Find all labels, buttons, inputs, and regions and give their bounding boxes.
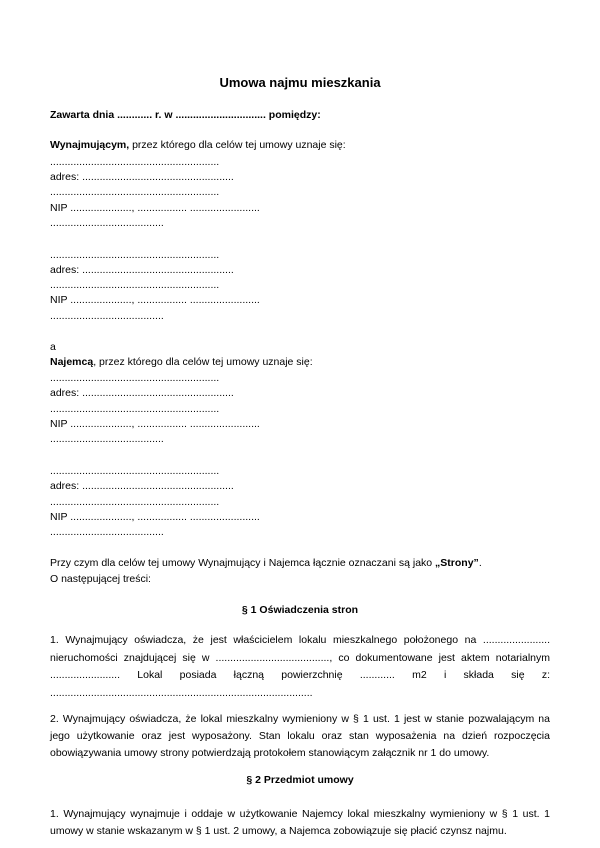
section-1-heading: § 1 Oświadczenia stron xyxy=(241,604,359,616)
parties-text: Przy czym dla celów tej umowy Wynajmujący i Najemca łącznie oznaczani są jako xyxy=(50,557,436,569)
tenant-2-extra-line: ....................................... xyxy=(50,526,164,538)
section-1-paragraph-1: 1. Wynajmujący oświadcza, że jest właścicielem lokalu mieszkalnego położonego na ....................... nieruchomości znajdującej się w ......................................., co dokumentowane jest aktem notarialnym ........................ Lokal posiada łączną powierzchnię ............ m2 i składa się z: .......................................................................................... xyxy=(50,634,550,699)
tenant-text: , przez którego dla celów tej umowy uznaje się: xyxy=(93,356,313,368)
tenant-2-address-line-2: .......................................................... xyxy=(50,496,220,508)
landlord-2-address-line-2: .......................................................... xyxy=(50,279,220,291)
parties-following: O następującej treści: xyxy=(50,573,151,585)
landlord-2-name-line: .......................................................... xyxy=(50,249,220,261)
parties-end: . xyxy=(478,557,482,569)
contract-intro: Zawarta dnia ............ r. w ............................... pomiędzy: xyxy=(50,109,321,121)
parties-definition xyxy=(50,557,482,570)
tenant-1-name-line: .......................................................... xyxy=(50,372,220,384)
landlord-label: Wynajmującym, xyxy=(50,139,130,151)
tenant-intro xyxy=(50,356,313,369)
document-title: Umowa najmu mieszkania xyxy=(219,75,381,90)
section-1-paragraph-2: 2. Wynajmujący oświadcza, że lokal mieszkalny wymieniony w § 1 ust. 1 jest w stanie pozwalającym na jego użytkowanie oraz jest wyposażony. Stan lokalu oraz stan wyposażenia na dzień rozpoczęcia obowiązywania umowy strony potwierdzają protokołem stanowiącym załącznik nr 1 do umowy. xyxy=(50,713,550,759)
landlord-1-address-line: adres: .................................................... xyxy=(50,171,234,183)
tenant-2-address-line: adres: .................................................... xyxy=(50,480,234,492)
landlord-2-nip-line: NIP ....................., ................. ........................ xyxy=(50,294,260,306)
parties-term: „Strony” xyxy=(435,557,479,569)
landlord-intro xyxy=(50,139,346,152)
landlord-text: przez którego dla celów tej umowy uznaje się: xyxy=(129,139,346,151)
tenant-2-nip-line: NIP ....................., ................. ........................ xyxy=(50,511,260,523)
conjunction: a xyxy=(50,341,56,353)
landlord-2-extra-line: ....................................... xyxy=(50,310,164,322)
landlord-1-extra-line: ....................................... xyxy=(50,217,164,229)
tenant-1-address-line: adres: .................................................... xyxy=(50,387,234,399)
landlord-1-name-line: .......................................................... xyxy=(50,156,220,168)
tenant-1-extra-line: ....................................... xyxy=(50,433,164,445)
tenant-1-address-line-2: .......................................................... xyxy=(50,403,220,415)
tenant-2-name-line: .......................................................... xyxy=(50,465,220,477)
landlord-2-address-line: adres: .................................................... xyxy=(50,264,234,276)
section-2-heading: § 2 Przedmiot umowy xyxy=(246,774,354,786)
landlord-1-address-line-2: .......................................................... xyxy=(50,186,220,198)
tenant-label: Najemcą xyxy=(50,356,94,368)
tenant-1-nip-line: NIP ....................., ................. ........................ xyxy=(50,418,260,430)
section-2-paragraph-1: 1. Wynajmujący wynajmuje i oddaje w użytkowanie Najemcy lokal mieszkalny wymieniony w § 1 ust. 1 umowy w stanie wskazanym w § 1 ust. 2 umowy, a Najemca zobowiązuje się płacić czynsz najmu. xyxy=(50,808,550,837)
landlord-1-nip-line: NIP ....................., ................. ........................ xyxy=(50,202,260,214)
